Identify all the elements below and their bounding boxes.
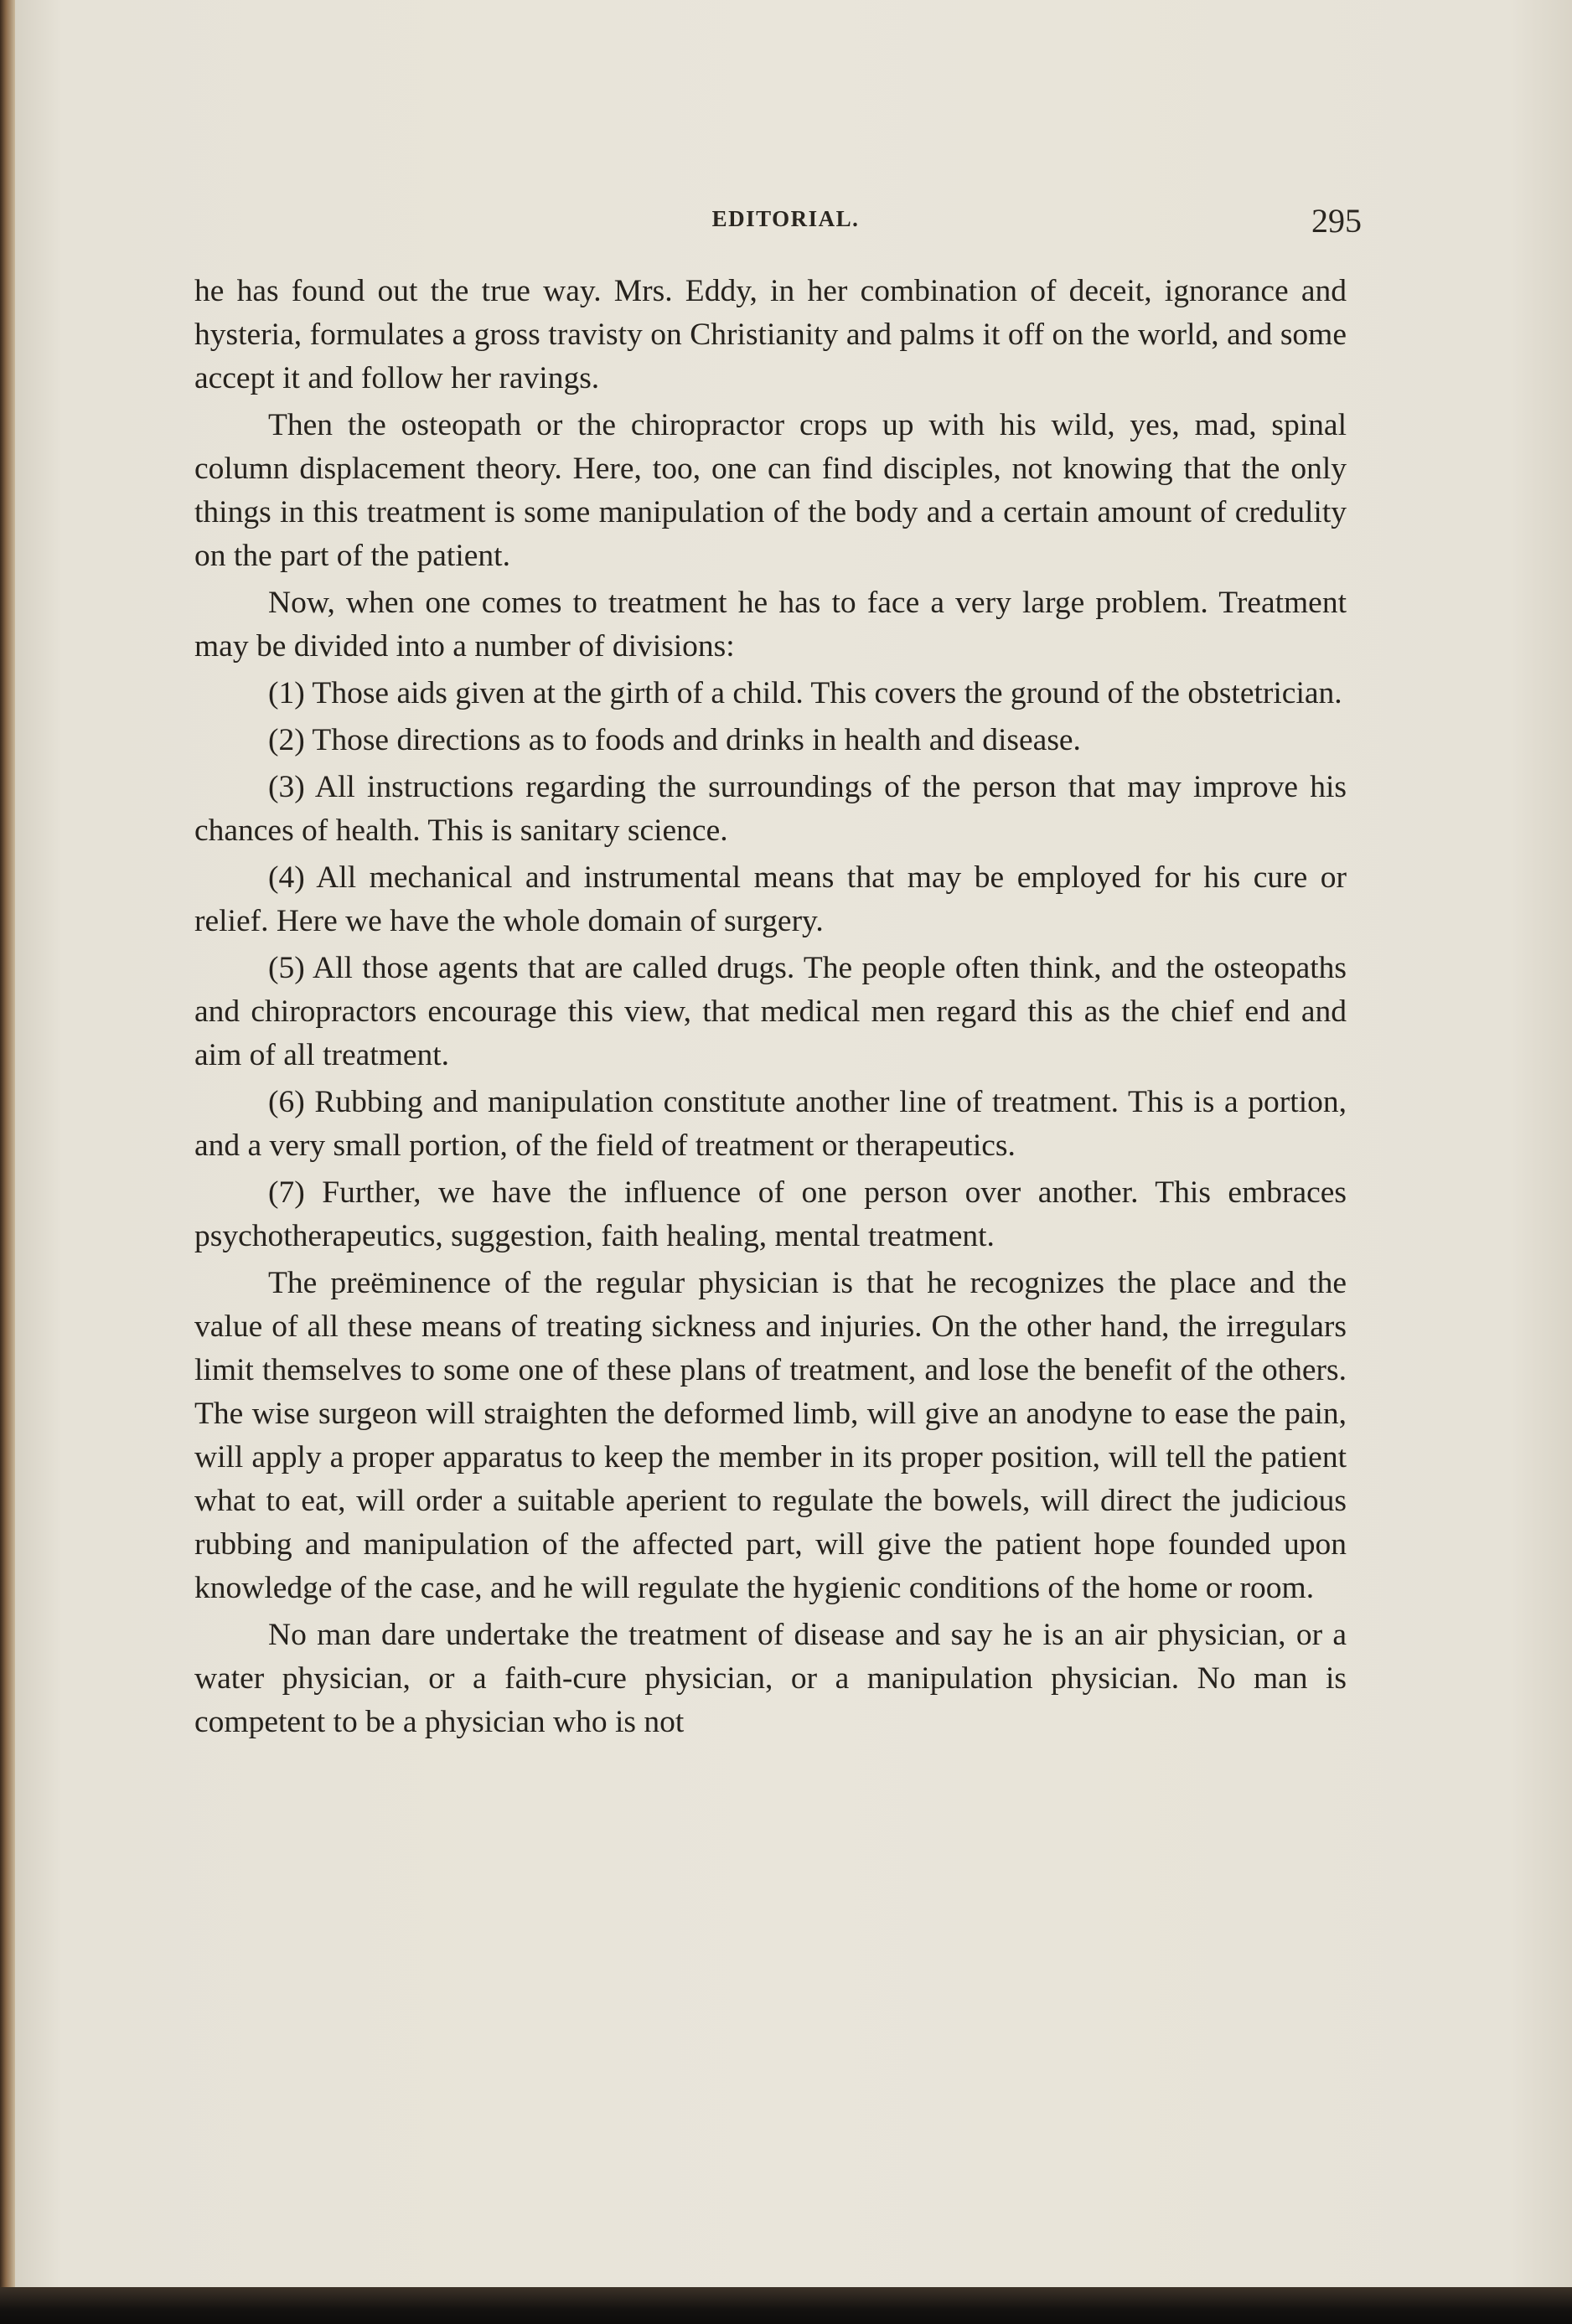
list-item-5: (5) All those agents that are called drugs. The people often think, and the osteopaths and chiropractors encourage this view, that medical men regard this as the chief end and aim of all treatment. [194, 951, 1347, 1072]
page-body [194, 270, 1347, 1748]
paragraph-osteopath: Then the osteopath or the chiropractor crops up with his wild, yes, mad, spinal column displacement theory. Here, too, one can find disciples, not knowing that the only things in this treatment is some manipulation of the body and a certain amount of credulity on the part of the patient. [194, 408, 1347, 573]
running-head-title: EDITORIAL. [711, 206, 860, 231]
list-item-7: (7) Further, we have the influence of one person over another. This embraces psychotherapeutics, suggestion, faith healing, mental treatment. [194, 1175, 1347, 1253]
list-item-3: (3) All instructions regarding the surroundings of the person that may improve his chances of health. This is sanitary science. [194, 770, 1347, 848]
paragraph-treatment-divisions: Now, when one comes to treatment he has to face a very large problem. Treatment may be divided into a number of divisions: [194, 586, 1347, 664]
running-head [209, 201, 1362, 251]
paragraph-continued: he has found out the true way. Mrs. Eddy, in her combination of deceit, ignorance and hysteria, formulates a gross travisty on Christianity and palms it off on the world, and some accept it and follow her ravings. [194, 274, 1347, 395]
page-number: 295 [1311, 202, 1362, 240]
page-bottom-shadow [0, 2287, 1572, 2324]
list-item-6: (6) Rubbing and manipulation constitute another line of treatment. This is a portion, and a very small portion, of the field of treatment or therapeutics. [194, 1085, 1347, 1163]
list-item-1: (1) Those aids given at the girth of a child. This covers the ground of the obstetrician. [268, 676, 1342, 710]
list-item-4: (4) All mechanical and instrumental means that may be employed for his cure or relief. Here we have the whole domain of surgery. [194, 860, 1347, 938]
paragraph-no-man-dare: No man dare undertake the treatment of disease and say he is an air physician, or a water physician, or a faith-cure physician, or a manipulation physician. No man is competent to be a physician who is not [194, 1618, 1347, 1739]
paragraph-preeminence: The preëminence of the regular physician is that he recognizes the place and the value of all these means of treating sickness and injuries. On the other hand, the irregulars limit themselves to some one of these plans of treatment, and lose the benefit of the others. The wise surgeon will straighten the deformed limb, will give an anodyne to ease the pain, will apply a proper apparatus to keep the member in its proper position, will tell the patient what to eat, will order a suitable aperient to regulate the bowels, will direct the judicious rubbing and manipulation of the affected part, will give the patient hope founded upon knowledge of the case, and he will regulate the hygienic conditions of the home or room. [194, 1266, 1347, 1605]
book-gutter-edge [0, 0, 15, 2324]
list-item-2: (2) Those directions as to foods and drinks in health and disease. [268, 723, 1081, 757]
